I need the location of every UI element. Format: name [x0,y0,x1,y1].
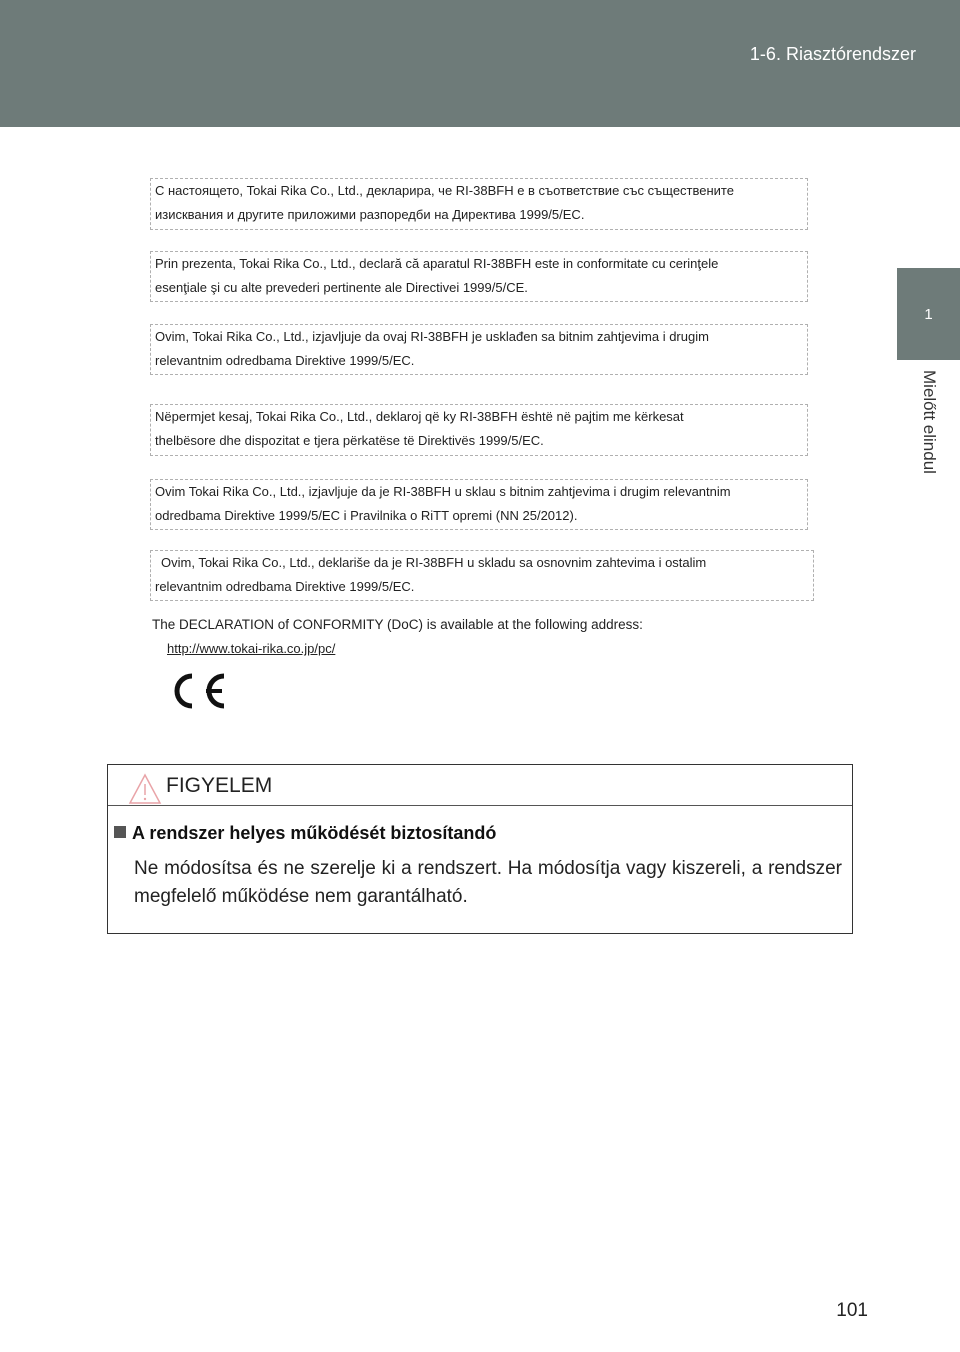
warning-header [108,765,852,806]
ce-mark-icon [168,670,230,712]
chapter-label-area [897,360,960,500]
declaration-line: relevantnim odredbama Direktive 1999/5/EC. [155,579,415,594]
declaration-line: relevantnim odredbama Direktive 1999/5/EC. [155,353,415,368]
declaration-bosnian [150,324,808,375]
declaration-line: Ovim, Tokai Rika Co., Ltd., deklariše da je RI-38BFH u skladu sa osnovnim zahtevima i ostalim [161,555,707,570]
declaration-line: изисквания и другите приложими разпоредби на Директива 1999/5/EC. [155,207,585,222]
warning-subtitle [114,823,496,844]
declaration-line: thelbësore dhe dispozitat e tjera përkatëse të Direktivës 1999/5/EC. [155,433,544,448]
chapter-number: 1 [924,306,933,323]
doc-availability-note: The DECLARATION of CONFORMITY (DoC) is available at the following address: [152,617,643,632]
declaration-croatian [150,479,808,530]
declaration-albanian [150,404,808,456]
square-bullet-icon [114,826,126,838]
declaration-bulgarian [150,178,808,230]
chapter-tab[interactable] [897,268,960,360]
declaration-line: Ovim, Tokai Rika Co., Ltd., izjavljuje da ovaj RI-38BFH je usklađen sa bitnim zahtjevima i drugim [155,329,709,344]
page-header [0,0,960,127]
warning-title: FIGYELEM [166,774,273,797]
doc-url-link[interactable]: http://www.tokai-rika.co.jp/pc/ [167,641,336,656]
page-number: 101 [836,1300,868,1321]
declaration-line: С настоящето, Tokai Rika Co., Ltd., декларира, че RI-38BFH е в съответствие със съществените [155,183,734,198]
declaration-line: Ovim Tokai Rika Co., Ltd., izjavljuje da je RI-38BFH u sklau s bitnim zahtjevima i drugim relevantnim [155,484,731,499]
declaration-serbian [150,550,814,601]
declaration-romanian [150,251,808,302]
declaration-line: odredbama Direktive 1999/5/EC i Pravilnika o RiTT opremi (NN 25/2012). [155,508,578,523]
warning-triangle-icon [128,773,162,805]
warning-box [107,764,853,934]
warning-body: Ne módosítsa és ne szerelje ki a rendszert. Ha módosítja vagy kiszereli, a rendszer megfelelő működése nem garantálható. [134,858,842,907]
declaration-line: esenţiale şi cu alte prevederi pertinente ale Directivei 1999/5/CE. [155,280,528,295]
section-title: 1-6. Riasztórendszer [749,44,916,64]
declaration-line: Nëpermjet kesaj, Tokai Rika Co., Ltd., deklaroj që ky RI-38BFH është në pajtim me kërkesat [155,409,684,424]
warning-subtitle-text: A rendszer helyes működését biztosítandó [132,823,497,843]
declaration-line: Prin prezenta, Tokai Rika Co., Ltd., declară că aparatul RI-38BFH este in conformitate cu cerinţele [155,256,719,271]
chapter-label: Mielőtt elindul [920,370,939,474]
